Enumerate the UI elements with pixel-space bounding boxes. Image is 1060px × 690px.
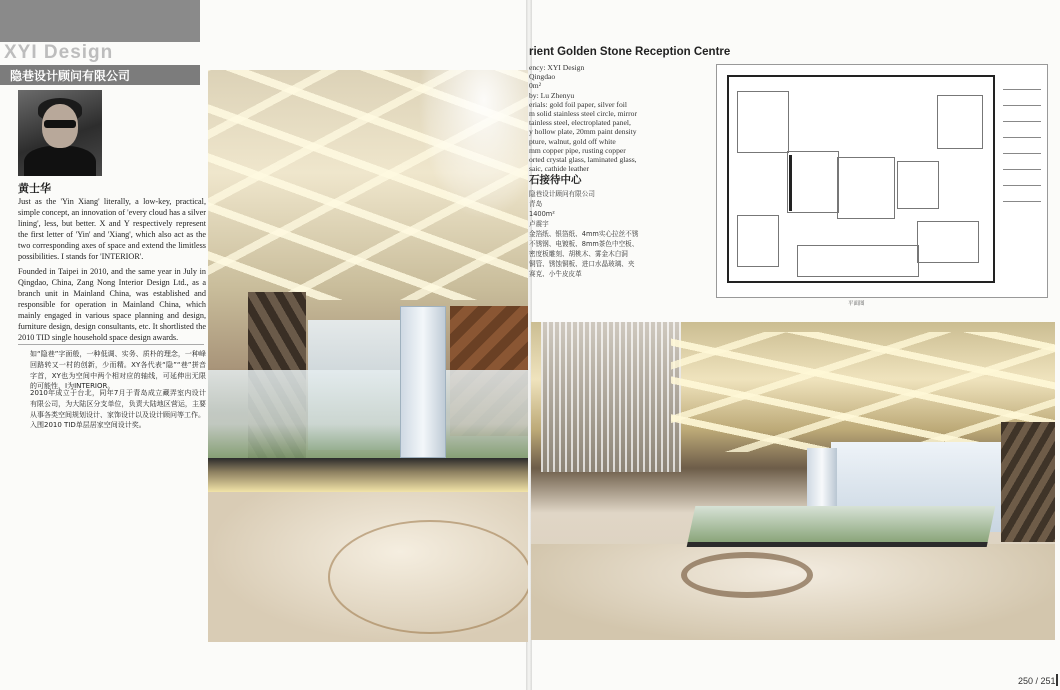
info-line-cn: 卢震宇 bbox=[529, 220, 549, 228]
info-line: m solid stainless steel circle, mirror bbox=[529, 109, 637, 119]
info-line: saic, cathide leather bbox=[529, 164, 590, 174]
info-line-cn: 青岛 bbox=[529, 200, 543, 208]
project-title: rient Golden Stone Reception Centre bbox=[529, 46, 731, 58]
info-line-cn: 1400m² bbox=[529, 210, 555, 218]
lobby-photo-secondary bbox=[531, 322, 1055, 640]
bio-chinese-paragraph-3: 入围2010 TID单层居家空间设计奖。 bbox=[30, 421, 146, 429]
bio-english-paragraph-1: Just as the 'Yin Xiang' literally, a low-key, practical, simple concept, an innovation of 'every cloud has a silver lining', less, but better. X and Y respectively represent the first letter of 'Yin' and 'Xiang', which also act as the two corresponding axes of space and extend the limitless possibilities. I stands for 'INTERIOR'. bbox=[18, 197, 206, 261]
info-line: by: Lu Zhenyu bbox=[529, 90, 575, 100]
info-line: erials: gold foil paper, silver foil bbox=[529, 99, 627, 109]
project-info-en bbox=[529, 63, 699, 173]
project-title-cn: 石接待中心 bbox=[529, 174, 582, 186]
bio-chinese-paragraph-2: 2010年成立于台北，同年7月于青岛成立藏弄室内设计有限公司，为大陆区分支单位，负责大陆地区营运，主要从事各类空间规划设计、家饰设计以及设计顾问等工作。 bbox=[30, 389, 206, 419]
header-gray-block bbox=[0, 0, 200, 42]
section-divider bbox=[18, 344, 204, 345]
project-info-cn bbox=[529, 189, 701, 279]
designer-portrait bbox=[18, 90, 102, 176]
info-line: 0m² bbox=[529, 81, 541, 91]
bio-chinese-paragraph-1: 如“隐巷”字面般，一种低调、实务、质朴的理念，一种峰回路转又一村的创新，少而精。XY各代表“隐”“巷”拼音字首，XY也为空间中两个相对应的轴线，可延伸出无限的可能性，I为INTERIOR。 bbox=[30, 350, 206, 391]
company-name-cn: 隐巷设计顾问有限公司 bbox=[10, 69, 131, 83]
info-line-cn: 金箔纸、银箔纸、4mm实心拉丝不锈 bbox=[529, 230, 639, 238]
designer-name: 黄士华 bbox=[18, 182, 51, 195]
info-line: mm copper pipe, rusting copper bbox=[529, 145, 626, 155]
info-line: orted crystal glass, laminated glass, bbox=[529, 155, 637, 165]
floor-plan-drawing bbox=[716, 64, 1048, 298]
page-number: 250 / 251 bbox=[1018, 676, 1056, 686]
bio-english-paragraph-2: Founded in Taipei in 2010, and the same year in July in Qingdao, China, Zang Nong Interior Design Ltd., as a branch unit in Mainland China, was established and responsible for operation in Mainland China, which mainly engaged in various space planning and design, furniture design, design consultants, etc. It shortlisted the 2010 TID single household space design awards. bbox=[18, 267, 206, 342]
info-line: ency: XYI Design bbox=[529, 63, 585, 72]
info-line: Qingdao bbox=[529, 72, 556, 82]
info-line: y hollow plate, 20mm paint density bbox=[529, 127, 637, 137]
info-line-cn: 铜管、锈蚀铜板、进口水晶玻璃、夹 bbox=[529, 260, 635, 268]
lobby-photo-main bbox=[208, 70, 528, 642]
info-line-cn: 密度板雕刻、胡桃木、雾金木白洞 bbox=[529, 250, 628, 258]
info-line: pture, walnut, gold off white bbox=[529, 136, 616, 146]
company-name-bar bbox=[0, 65, 200, 85]
info-line-cn: 赛克、小牛皮皮革 bbox=[529, 270, 582, 278]
info-line-cn: 不锈钢、电镀板、8mm茶色中空板、 bbox=[529, 240, 639, 248]
floor-plan-caption: 平面图 bbox=[848, 301, 865, 307]
info-line-cn: 隐巷设计顾问有限公司 bbox=[529, 190, 595, 198]
info-line: tainless steel, electroplated panel, bbox=[529, 118, 631, 128]
page-number-bar bbox=[1056, 674, 1058, 686]
brand-logo-text: XYI Design bbox=[4, 42, 114, 63]
